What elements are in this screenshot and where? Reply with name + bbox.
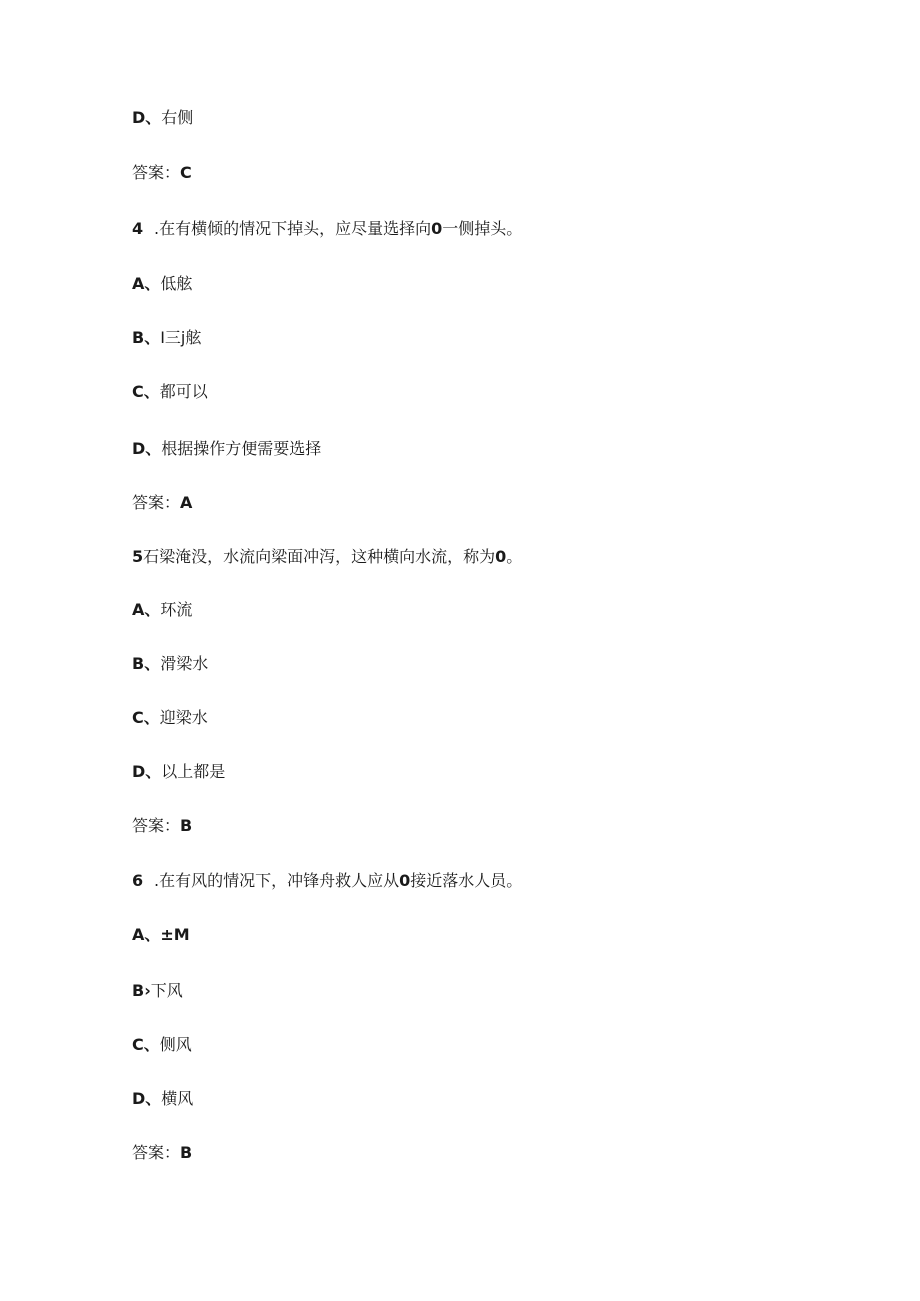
q6-option-c-label: C、 xyxy=(132,1035,160,1054)
q5-option-d-text: 以上都是 xyxy=(161,762,226,781)
q4-answer-label: 答案： xyxy=(132,493,181,512)
q5-answer xyxy=(132,815,192,837)
q4-option-d xyxy=(132,438,321,460)
q4-blank: 0 xyxy=(431,219,443,238)
q4-option-c-text: 都可以 xyxy=(159,382,208,401)
q4-answer xyxy=(132,492,192,514)
q6-question xyxy=(132,870,522,892)
q5-number: 5 xyxy=(132,547,144,566)
q5-option-b-label: B、 xyxy=(132,654,161,673)
q6-number: 6 xyxy=(132,871,144,890)
q4-question-text: .在有横倾的情况下掉头，应尽量选择向 xyxy=(154,219,432,238)
q6-answer xyxy=(132,1142,192,1164)
q6-option-a-text: ±M xyxy=(160,925,190,944)
q6-blank: 0 xyxy=(399,871,411,890)
q6-option-d-text: 横风 xyxy=(161,1089,194,1108)
q4-question xyxy=(132,218,522,240)
q5-answer-value: B xyxy=(180,816,193,835)
q4-option-a-text: 低舷 xyxy=(160,274,193,293)
q6-option-a-label: A、 xyxy=(132,925,161,944)
q4-question-end: 一侧掉头。 xyxy=(442,219,523,238)
q5-option-b xyxy=(132,653,208,675)
q4-option-a-label: A、 xyxy=(132,274,161,293)
q6-option-c-text: 侧风 xyxy=(159,1035,192,1054)
q3-answer-label: 答案： xyxy=(132,163,181,182)
q5-question-end: 。 xyxy=(506,547,523,566)
q4-option-d-text: 根据操作方便需要选择 xyxy=(161,439,322,458)
q6-answer-label: 答案： xyxy=(132,1143,181,1162)
q5-option-a-text: 环流 xyxy=(160,600,193,619)
q6-answer-value: B xyxy=(180,1143,193,1162)
q4-option-b-label: B、 xyxy=(132,328,161,347)
q5-option-a-label: A、 xyxy=(132,600,161,619)
q5-option-c-label: C、 xyxy=(132,708,160,727)
q5-option-c xyxy=(132,707,208,729)
q6-option-b-text: 下风 xyxy=(150,981,183,1000)
q4-option-c-label: C、 xyxy=(132,382,160,401)
q3-option-d-label: D、 xyxy=(132,108,162,127)
q4-number: 4 xyxy=(132,219,144,238)
q5-option-c-text: 迎梁水 xyxy=(159,708,208,727)
q5-option-d xyxy=(132,761,225,783)
q5-question-text: 石梁淹没，水流向梁面冲泻，这种横向水流，称为 xyxy=(143,547,496,566)
q6-option-c xyxy=(132,1034,192,1056)
q5-question xyxy=(132,546,522,568)
q4-option-a xyxy=(132,273,192,295)
q4-option-c xyxy=(132,381,208,403)
q5-option-a xyxy=(132,599,192,621)
q6-question-text: .在有风的情况下，冲锋舟救人应从 xyxy=(154,871,400,890)
q4-answer-value: A xyxy=(180,493,193,512)
q6-option-b xyxy=(132,980,183,1002)
q3-answer xyxy=(132,162,192,184)
q4-option-d-label: D、 xyxy=(132,439,162,458)
q3-option-d xyxy=(132,107,193,129)
q4-option-b-text: I三j舷 xyxy=(160,328,202,347)
q6-option-d xyxy=(132,1088,193,1110)
q3-answer-value: C xyxy=(180,163,192,182)
q3-option-d-text: 右侧 xyxy=(161,108,194,127)
q5-option-b-text: 滑梁水 xyxy=(160,654,209,673)
q4-option-b xyxy=(132,327,201,349)
q6-option-b-label: B› xyxy=(132,981,151,1000)
q6-question-end: 接近落水人员。 xyxy=(410,871,523,890)
q6-option-d-label: D、 xyxy=(132,1089,162,1108)
q5-blank: 0 xyxy=(495,547,507,566)
q5-option-d-label: D、 xyxy=(132,762,162,781)
q5-answer-label: 答案： xyxy=(132,816,181,835)
q6-option-a xyxy=(132,924,190,946)
